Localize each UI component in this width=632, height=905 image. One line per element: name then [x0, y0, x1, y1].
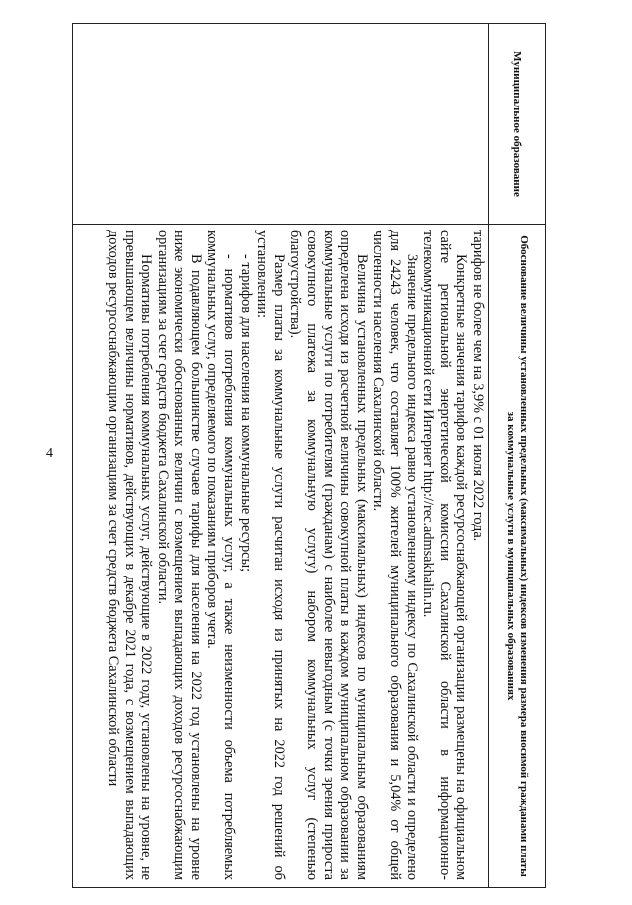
document-sheet [72, 23, 546, 888]
paragraph: Конкретные значения тарифов каждой ресурсоснабжающей организации размещены на официальном сайте региональной энергетической комиссии Сахалинской области в информационно-телекоммуникационной сети Интернет http://rec.admsakhalin.ru. [420, 230, 470, 880]
column-header-municipality: Муниципальное образование [511, 51, 523, 197]
paragraph: Величина установленных предельных (максимальных) индексов по муниципальным образованиям определена исходя из расчетной величины совокупной платы в каждом муниципальном образовании за коммунальные услуги по потребителям (гражданам) с наиболее невыгодным (с точки зрения прироста совокупного платежа за коммунальную услугу) набором коммунальных услуг (степенью благоустройства). [287, 230, 370, 880]
column-divider [73, 224, 545, 225]
page-number: 4 [46, 446, 53, 461]
paragraph: - нормативов потребления коммунальных услуг, а также неизменности объема потребляемых коммунальных услуг, определяемого по показаниям приборов учета. [204, 230, 238, 880]
paragraph: - тарифов для населения на коммунальные ресурсы; [237, 254, 254, 573]
paragraph: Значение предельного индекса равно установленному индексу по Сахалинской области и определено для 24243 человек, что составляет 100% жителей муниципального образования и 5,04% от общей численности населения Сахалинской области. [370, 230, 420, 880]
paragraph: Нормативы потребления коммунальных услуг, действующие в 2022 году, установлены на уровне, не превышающем величины нормативов, действующих в декабре 2021 года, с возмещением выпадающих доходов ресурсоснабжающим организациям за счет средств бюджета Сахалинской области [104, 230, 155, 880]
paragraph: Размер платы за коммунальные услуги расчитан исходя из принятых на 2022 год решений об установлении: [254, 230, 287, 880]
paragraph: тарифов не более чем на 3,9% с 01 июля 2022 года. [470, 230, 486, 542]
justification-cell [104, 230, 486, 880]
paragraph: В подавляющем большинстве случаев тарифы для населения на 2022 год установлены на уровне ниже экономически обоснованных величин с возмещением выпадающих доходов ресурсоснабжающим организациям за счет средств бюджета Сахалинской области. [154, 230, 204, 880]
column-header-justification: Обоснование величины установленных предельных (максимальных) индексов изменения размера вносимой гражданами платы за коммунальные услуги в муниципальных образованиях [505, 235, 530, 877]
justification-table [72, 23, 546, 888]
